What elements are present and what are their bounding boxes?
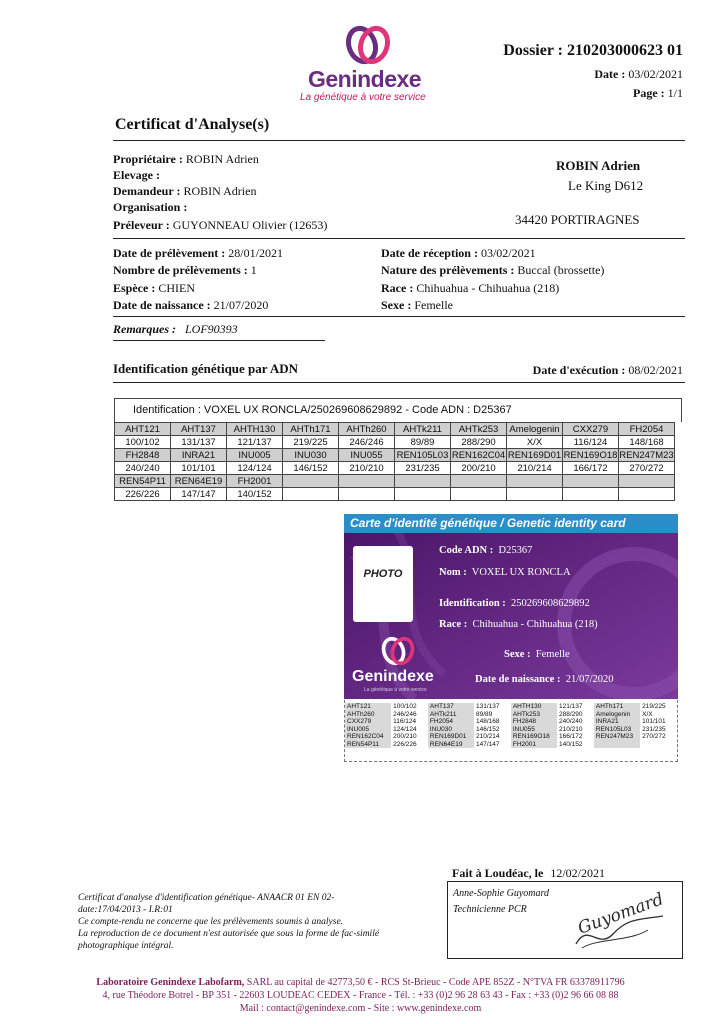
elevage-label: Elevage : — [113, 168, 160, 182]
card-logo-name: Genindexe — [352, 668, 434, 685]
dna-marker-cell — [395, 475, 451, 488]
dna-marker-cell — [619, 475, 675, 488]
card-mini-marker: REN169O18 — [511, 733, 557, 741]
header-page-label: Page : — [633, 86, 665, 100]
legal-line2: date:17/04/2013 - I.R:01 — [78, 905, 173, 915]
dna-allele-cell — [395, 488, 451, 501]
card-mini-marker: CXX279 — [345, 718, 391, 726]
nature-label: Nature des prélèvements : — [381, 263, 515, 277]
card-mini-marker: REN247M23 — [594, 733, 640, 741]
dna-allele-cell: 226/226 — [115, 488, 171, 501]
demandeur-label: Demandeur : — [113, 184, 181, 198]
card-code-value: D25367 — [498, 545, 533, 556]
card-ident-value: 250269608629892 — [511, 598, 590, 609]
dna-caption: Identification : VOXEL UX RONCLA/250269608629892 - Code ADN : D25367 — [114, 398, 682, 422]
dna-allele-cell: 100/102 — [115, 436, 171, 449]
dna-marker-cell: INU005 — [227, 449, 283, 462]
dna-table — [114, 422, 675, 501]
dna-marker-row — [115, 449, 675, 462]
page-title: Certificat d'Analyse(s) — [115, 116, 270, 133]
dna-marker-cell — [339, 475, 395, 488]
card-mini-marker: REN162C04 — [345, 733, 391, 741]
card-ident-row — [439, 598, 590, 609]
card-mini-value: 101/101 — [642, 718, 666, 725]
preleveur-row — [113, 216, 373, 234]
dna-marker-cell — [283, 475, 339, 488]
remarks-divider — [113, 340, 325, 341]
card-mini-marker: AHTH130 — [511, 703, 557, 711]
dna-marker-cell: AHTk211 — [395, 423, 451, 436]
signatory-name: Anne-Sophie Guyomard — [453, 888, 549, 899]
preleveur-label: Préleveur : — [113, 218, 170, 232]
card-naissance-label: Date de naissance : — [475, 674, 561, 685]
fait-a — [452, 866, 605, 880]
footer — [0, 976, 721, 1015]
organisation-row — [113, 200, 373, 216]
card-mini-value: 166/172 — [559, 733, 583, 740]
legal-line1: Certificat d'analyse d'identification génétique- ANAACR 01 EN 02- — [78, 893, 335, 903]
card-mini-value: 124/124 — [393, 725, 417, 733]
dna-marker-cell: AHT137 — [171, 423, 227, 436]
dna-allele-cell: 131/137 — [171, 436, 227, 449]
dna-marker-cell: CXX279 — [563, 423, 619, 436]
card-mini-value: X/X — [642, 710, 653, 718]
dna-marker-cell: REN54P11 — [115, 475, 171, 488]
card-mini-marker: INU005 — [345, 726, 391, 734]
card-nom-row — [439, 567, 571, 578]
card-mini-marker: REN54P11 — [345, 741, 391, 749]
dna-value-row — [115, 436, 675, 449]
dna-allele-cell: 200/210 — [451, 462, 507, 475]
legal-line4: La reproduction de ce document n'est autorisée que sous la forme de fac-similé — [78, 929, 380, 939]
photo-box — [353, 546, 413, 622]
header-date-label: Date : — [594, 67, 626, 81]
dna-allele-cell: 124/124 — [227, 462, 283, 475]
dna-allele-cell: 210/210 — [339, 462, 395, 475]
reception-label: Date de réception : — [381, 246, 478, 260]
dna-value-row — [115, 462, 675, 475]
signature-stroke-icon — [568, 912, 678, 952]
dna-allele-cell: 89/89 — [395, 436, 451, 449]
card-mini-marker: REN64E19 — [428, 741, 474, 749]
dna-allele-cell: 270/272 — [619, 462, 675, 475]
sample-right — [381, 246, 681, 315]
dna-allele-cell — [507, 488, 563, 501]
espece-value: CHIEN — [158, 281, 195, 295]
section-title: Identification génétique par ADN — [113, 361, 299, 376]
card-mini-marker: FH2054 — [428, 718, 474, 726]
dna-marker-cell: AHTk253 — [451, 423, 507, 436]
card-mini-row — [345, 711, 677, 719]
card-mini-value: 147/147 — [476, 740, 500, 748]
footer-line1 — [0, 976, 721, 989]
dna-marker-cell: REN64E19 — [171, 475, 227, 488]
organisation-label: Organisation : — [113, 200, 188, 214]
race-row — [381, 281, 681, 298]
sexe-row — [381, 298, 681, 315]
footer-line1-rest: SARL au capital de 42773,50 € - RCS St-Brieuc - Code APE 852Z - N°TVA FR 63378911796 — [246, 977, 625, 988]
dna-marker-cell: FH2848 — [115, 449, 171, 462]
espece-label: Espèce : — [113, 281, 156, 295]
card-code-row — [439, 545, 532, 556]
dna-marker-cell: AHTh171 — [283, 423, 339, 436]
legal-line3: Ce compte-rendu ne concerne que les prélèvements soumis à analyse. — [78, 917, 344, 927]
card-mini-value: 148/168 — [476, 718, 500, 725]
card-mini-marker: FH2848 — [511, 718, 557, 726]
execution-date-label: Date d'exécution : — [532, 363, 626, 377]
card-mini-marker: INRA21 — [594, 718, 640, 726]
card-header: Carte d'identité génétique / Genetic identity card — [344, 514, 678, 533]
card-race-row — [439, 619, 598, 630]
naissance-row — [113, 298, 373, 315]
logo-name: Genindexe — [308, 66, 422, 92]
dna-allele-cell — [451, 488, 507, 501]
card-naissance-row — [475, 674, 614, 685]
card-mini-table-wrap — [344, 700, 678, 762]
prelevement-date-row — [113, 246, 373, 263]
dna-allele-cell — [619, 488, 675, 501]
dna-value-row — [115, 488, 675, 501]
header-date — [594, 67, 683, 81]
card-mini-value: 116/124 — [393, 718, 417, 725]
genindexe-logo — [300, 22, 440, 104]
preleveur-value: GUYONNEAU Olivier (12653) — [172, 218, 328, 232]
card-mini-row — [345, 703, 677, 711]
dna-allele-cell: 240/240 — [115, 462, 171, 475]
naissance-value: 21/07/2020 — [213, 298, 269, 312]
dna-marker-cell — [563, 475, 619, 488]
card-mini-marker: INU055 — [511, 726, 557, 734]
dna-marker-cell — [451, 475, 507, 488]
sample-left — [113, 246, 373, 315]
card-mini-marker: INU030 — [428, 726, 474, 734]
race-label: Race : — [381, 281, 414, 295]
address-line1: Le King D612 — [568, 178, 644, 193]
remarks — [113, 322, 238, 336]
dna-allele-cell: 116/124 — [563, 436, 619, 449]
handwritten-signature: Guyomard — [575, 889, 667, 939]
card-mini-marker: FH2001 — [511, 741, 557, 749]
dna-marker-cell: REN247M23 — [619, 449, 674, 461]
owner-divider — [113, 238, 685, 239]
card-logo-icon — [380, 634, 416, 668]
card-logo-tagline: La génétique à votre service — [364, 687, 427, 693]
dna-marker-cell: AHTH130 — [227, 423, 283, 436]
dna-allele-cell: 288/290 — [451, 436, 507, 449]
card-race-label: Race : — [439, 619, 468, 630]
dna-marker-cell: INU030 — [283, 449, 339, 462]
nombre-label: Nombre de prélèvements : — [113, 263, 248, 277]
dna-allele-cell — [283, 488, 339, 501]
card-mini-marker: AHTk253 — [511, 711, 557, 719]
dna-allele-cell: 246/246 — [339, 436, 395, 449]
proprietaire-label: Propriétaire : — [113, 152, 183, 166]
dna-allele-cell: 121/137 — [227, 436, 283, 449]
signatory-role: Technicienne PCR — [453, 904, 527, 915]
dna-allele-cell: 210/214 — [507, 462, 563, 475]
execution-date-value: 08/02/2021 — [628, 363, 683, 377]
card-mini-value: 210/210 — [559, 725, 583, 733]
card-sexe-value: Femelle — [535, 649, 570, 660]
dna-allele-cell: 219/225 — [283, 436, 339, 449]
card-naissance-value: 21/07/2020 — [565, 674, 614, 685]
footer-line3: Mail : contact@genindexe.com - Site : www.genindexe.com — [239, 1003, 482, 1014]
nature-value: Buccal (brossette) — [517, 263, 605, 277]
dna-allele-cell: 101/101 — [171, 462, 227, 475]
card-mini-value: 131/137 — [476, 703, 500, 710]
dna-marker-cell: Amelogenin — [507, 423, 563, 436]
card-code-label: Code ADN : — [439, 545, 494, 556]
logo-tagline: La génétique à votre service — [300, 92, 426, 103]
sexe-value: Femelle — [414, 298, 453, 312]
dna-marker-cell — [507, 475, 563, 488]
card-mini-marker: AHT137 — [428, 703, 474, 711]
header-date-value: 03/02/2021 — [628, 67, 683, 81]
remarks-label: Remarques : — [113, 322, 176, 336]
card-sexe-label: Sexe : — [504, 649, 531, 660]
card-mini-value — [640, 741, 677, 749]
naissance-label: Date de naissance : — [113, 298, 211, 312]
card-ident-label: Identification : — [439, 598, 506, 609]
section-divider — [113, 382, 685, 383]
card-mini-value: 146/152 — [476, 725, 500, 733]
card-mini-marker — [594, 741, 640, 749]
proprietaire-value: ROBIN Adrien — [185, 152, 259, 166]
dna-marker-cell: REN169O18 — [563, 449, 618, 461]
title-divider — [113, 140, 685, 141]
dna-marker-cell: FH2054 — [619, 423, 675, 436]
elevage-row — [113, 168, 373, 184]
dna-allele-cell: X/X — [507, 436, 563, 449]
legal-note — [78, 892, 418, 952]
prelevement-date-value: 28/01/2021 — [228, 246, 283, 260]
dna-marker-cell: REN169D01 — [507, 449, 562, 461]
proprietaire-row — [113, 152, 373, 168]
dna-allele-cell: 146/152 — [283, 462, 339, 475]
dna-marker-cell: INU055 — [339, 449, 395, 462]
address-line2: 34420 PORTIRAGNES — [515, 212, 640, 227]
dossier-number: Dossier : 210203000623 01 — [503, 42, 683, 59]
card-sexe-row — [504, 649, 570, 660]
race-value: Chihuahua - Chihuahua (218) — [416, 281, 560, 295]
nombre-value: 1 — [250, 263, 257, 277]
dna-marker-cell: REN105L03 — [395, 449, 451, 462]
dna-allele-cell: 140/152 — [227, 488, 283, 501]
dna-results — [114, 398, 682, 501]
card-mini-value: 231/235 — [642, 725, 666, 733]
card-mini-row — [345, 741, 677, 749]
dna-allele-cell: 166/172 — [563, 462, 619, 475]
card-mini-marker: AHT121 — [345, 703, 391, 711]
address-block — [500, 156, 680, 230]
card-mini-marker: AHTh260 — [345, 711, 391, 719]
card-mini-row — [345, 718, 677, 726]
dna-marker-row — [115, 475, 675, 488]
signature-box — [447, 881, 683, 959]
dna-allele-cell — [563, 488, 619, 501]
prelevement-date-label: Date de prélèvement : — [113, 246, 226, 260]
dna-allele-cell — [339, 488, 395, 501]
nature-row — [381, 263, 681, 281]
card-mini-table — [345, 703, 677, 748]
card-mini-value: 210/214 — [476, 733, 500, 740]
card-mini-value: 121/137 — [559, 703, 583, 710]
card-mini-marker: Amelogenin — [594, 711, 640, 719]
card-mini-value: 219/225 — [642, 703, 666, 710]
card-mini-value: 200/210 — [393, 733, 417, 740]
card-mini-value: 89/89 — [476, 710, 493, 718]
footer-lab-name: Laboratoire Genindexe Labofarm, — [96, 977, 245, 988]
photo-label: PHOTO — [363, 568, 403, 580]
card-logo — [350, 634, 450, 694]
card-nom-value: VOXEL UX RONCLA — [471, 567, 571, 578]
card-race-value: Chihuahua - Chihuahua (218) — [472, 619, 598, 630]
owner-block — [113, 152, 373, 234]
dna-allele-cell: 231/235 — [395, 462, 451, 475]
identity-card — [344, 514, 678, 699]
dna-marker-cell: FH2001 — [227, 475, 283, 488]
card-mini-row — [345, 726, 677, 734]
footer-line2: 4, rue Théodore Botrel - BP 351 - 22603 LOUDEAC CEDEX - France - Tél. : +33 (0)2 96 28 63 43 - Fax : +33 (0)2 96 66 08 88 — [102, 990, 619, 1001]
header-page — [633, 86, 683, 100]
genindexe-logo-icon — [345, 22, 391, 68]
dna-marker-cell: AHTh260 — [339, 423, 395, 436]
sample-divider — [113, 316, 685, 317]
dna-marker-cell: REN162C04 — [451, 449, 506, 461]
card-mini-value: 226/226 — [393, 740, 417, 748]
dna-marker-cell: INRA21 — [171, 449, 227, 462]
fait-date: 12/02/2021 — [550, 866, 605, 880]
card-nom-label: Nom : — [439, 567, 467, 578]
reception-row — [381, 246, 681, 263]
dna-marker-cell: AHT121 — [115, 423, 171, 436]
card-mini-row — [345, 733, 677, 741]
address-name: ROBIN Adrien — [556, 158, 641, 173]
card-mini-value: 100/102 — [393, 703, 417, 710]
execution-date — [533, 363, 683, 377]
dna-allele-cell: 148/168 — [619, 436, 675, 449]
card-mini-value: 140/152 — [559, 740, 583, 748]
card-mini-marker: AHTk211 — [428, 711, 474, 719]
remarks-value: LOF90393 — [185, 322, 238, 336]
espece-row — [113, 281, 373, 298]
demandeur-value: ROBIN Adrien — [183, 184, 257, 198]
card-mini-value: 288/290 — [559, 710, 583, 718]
demandeur-row — [113, 184, 373, 200]
sexe-label: Sexe : — [381, 298, 412, 312]
legal-line5: photographique intégral. — [78, 941, 174, 951]
nombre-row — [113, 263, 373, 281]
card-mini-marker: REN105L03 — [594, 726, 640, 734]
card-mini-marker: AHTh171 — [594, 703, 640, 711]
header-page-value: 1/1 — [667, 86, 683, 100]
card-mini-value: 270/272 — [642, 733, 666, 740]
dna-allele-cell: 147/147 — [171, 488, 227, 501]
reception-value: 03/02/2021 — [480, 246, 536, 260]
card-mini-value: 246/246 — [393, 710, 417, 718]
fait-label: Fait à Loudéac, le — [452, 866, 544, 880]
card-mini-value: 240/240 — [559, 718, 583, 725]
card-mini-marker: REN169D01 — [428, 733, 474, 741]
dna-marker-row — [115, 423, 675, 436]
